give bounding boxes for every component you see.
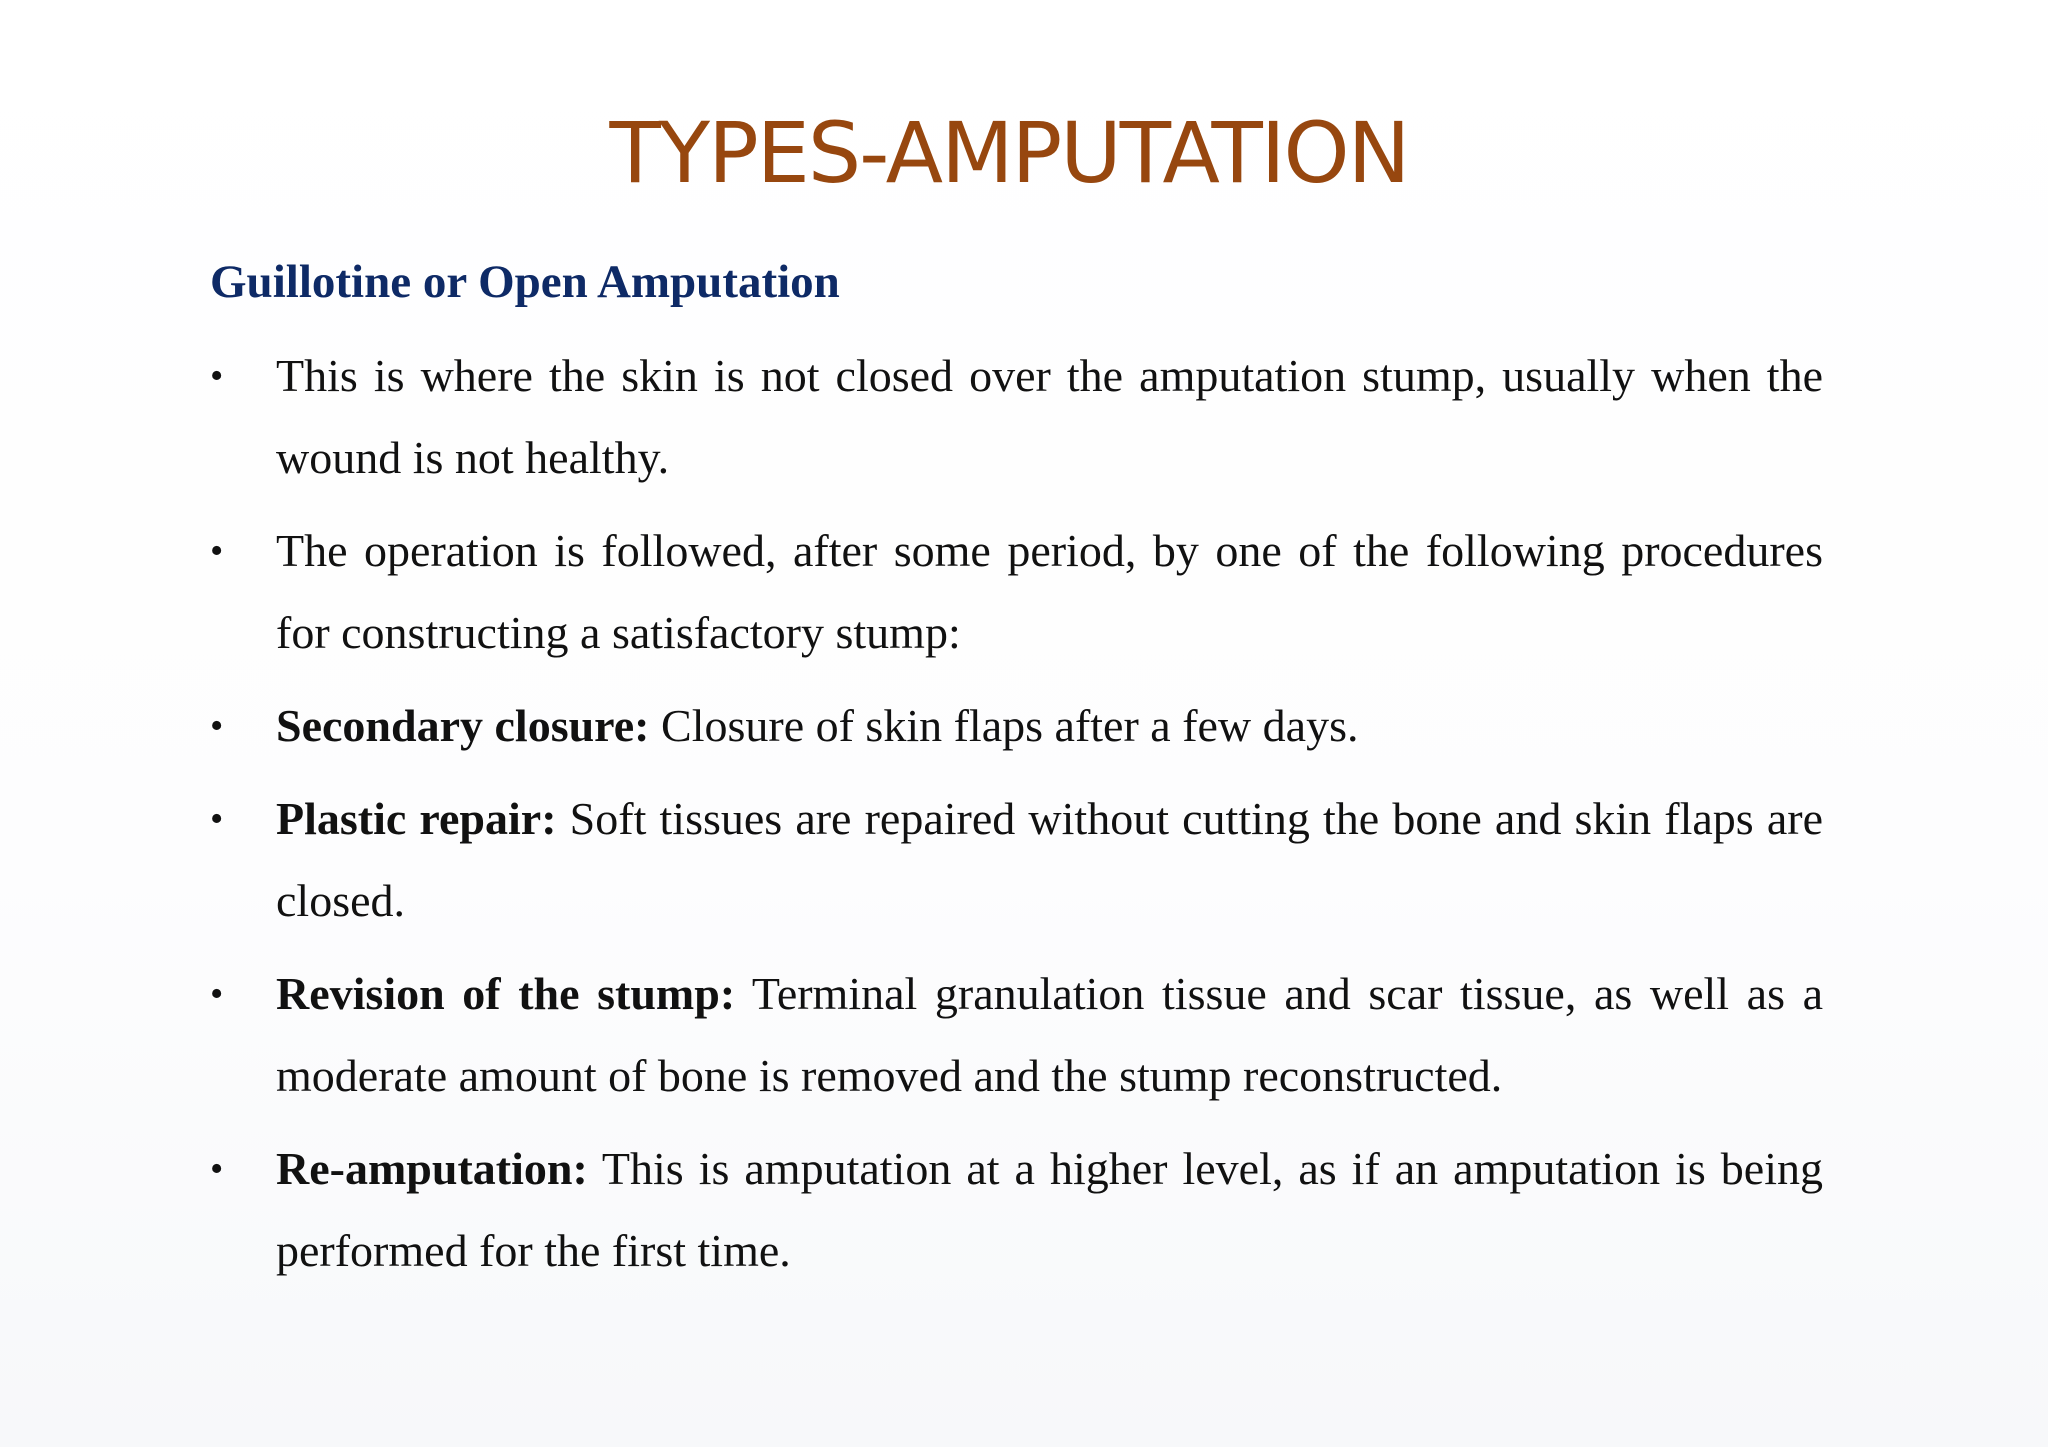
bullet-point-icon: •: [210, 705, 224, 747]
item-term: Revision of the stump:: [276, 968, 736, 1019]
bullet-point-icon: •: [210, 973, 224, 1015]
item-text: Soft tissues are repaired without cutting the bone and skin flaps are closed.: [276, 793, 1823, 926]
bullet-list: [210, 335, 1823, 1303]
bullet-item-follow-up-procedures: [210, 510, 1823, 674]
item-text: This is amputation at a higher level, as if an amputation is being performed for the first time.: [276, 1143, 1823, 1276]
item-term: Plastic repair:: [276, 793, 557, 844]
item-text: This is where the skin is not closed over the amputation stump, usually when the wound is not healthy.: [276, 350, 1823, 483]
item-term: Secondary closure:: [276, 700, 650, 751]
bullet-item-re-amputation: [210, 1128, 1823, 1292]
slide-title: TYPES-AMPUTATION: [609, 104, 1409, 202]
bullet-item-revision-of-stump: [210, 953, 1823, 1117]
bullet-item-secondary-closure: [210, 685, 1823, 767]
bullet-point-icon: •: [210, 355, 224, 397]
bullet-point-icon: •: [210, 798, 224, 840]
item-term: Re-amputation:: [276, 1143, 588, 1194]
bullet-item-open-amputation-definition: [210, 335, 1823, 499]
item-text: Terminal granulation tissue and scar tissue, as well as a moderate amount of bone is removed and the stump reconstructed.: [276, 968, 1824, 1101]
section-heading: Guillotine or Open Amputation: [210, 256, 840, 308]
bullet-point-icon: •: [210, 1148, 224, 1190]
bullet-point-icon: •: [210, 530, 224, 572]
item-text: The operation is followed, after some period, by one of the following procedures for constructing a satisfactory stump:: [276, 525, 1823, 658]
item-text: Closure of skin flaps after a few days.: [649, 700, 1359, 751]
bullet-item-plastic-repair: [210, 778, 1823, 942]
